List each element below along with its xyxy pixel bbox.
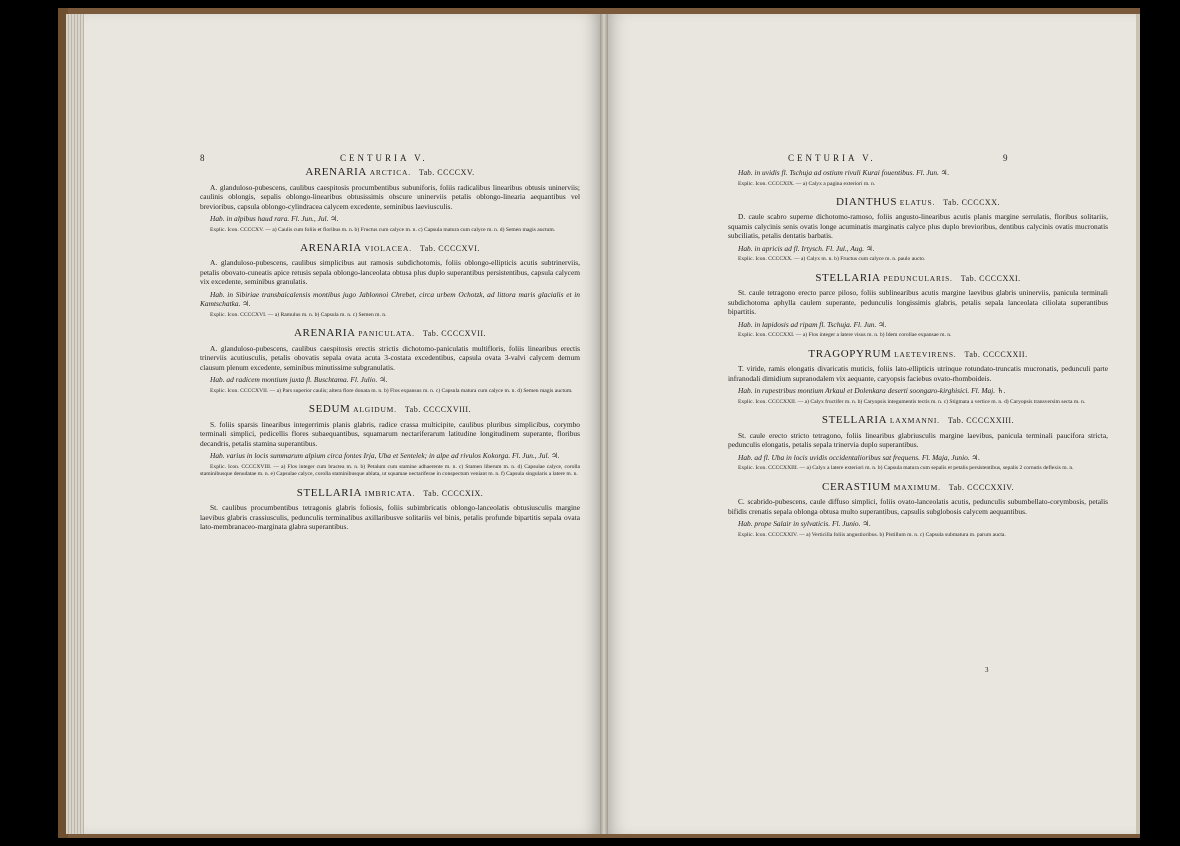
species-entry (200, 241, 580, 319)
plate-explanation: Explic. Icon. CCCCXV. — a) Caulis cum foliis et floribus m. n. b) Fructus cum calyce m. n. c) Capsula matura cum calyce m. n. d) Semen magis auctum. (210, 226, 556, 233)
genus-name: DIANTHUS (836, 195, 898, 208)
species-entry (200, 405, 580, 478)
plate-explanation: Explic. Icon. CCCCXIX. — a) Calyx a pagina exteriori m. n. (738, 180, 876, 187)
right-column (728, 168, 1108, 549)
description: St. caulibus procumbentibus tetragonis glabris foliosis, foliis subimbricatis oblongo-lanceolatis obtusiusculis margine laevibus glabris crassiusculis, pedunculis terminalibus axillaribusve solitariis vel binis, petalis profunde bipartitis sepala ovata lato-membranaceo-marginata glabra superantibus. (200, 503, 580, 532)
habitat: Hab. ad fl. Uba in locis uvidis occidentalioribus sat frequens. Fl. Maja, Junio. ♃. (738, 452, 981, 462)
description: A. glanduloso-pubescens, caulibus caespitosis erectis strictis dichotomo-paniculatis multifloris, foliis linearibus erectis trinerviis acutiusculis, petalis obovatis sepala ovata acuta 3-costata excedentibus, capsula ovata 3-valvi calycem demum clausum plenum excedente, seminibus minutissime subgranulatis. (200, 343, 580, 372)
plate-number: Tab. CCCCXV. (418, 168, 475, 177)
habitat: Hab. prope Salair in sylvaticis. Fl. Junio. ♃. (738, 519, 871, 529)
genus-name: STELLARIA (296, 486, 363, 499)
description: A. glanduloso-pubescens, caulibus caespitosis procumbentibus subuniforis, foliis radicalibus linearibus obtusis uninerviis; caulinis oblongis, sepalis oblongo-linearibus obtusissimis obscure uninerviis petalis oblongo-linearia aequantibus vel brevioribus, capsula oblongo-cylindracea calycem excedente, seminibus laeviusculis. (200, 182, 580, 211)
species-name: ALGIDUM. (353, 405, 397, 415)
description: D. caule scabro superne dichotomo-ramoso, foliis angusto-linearibus acutis planis margine serrulatis, floribus solitariis, squamis calycinis senis ovatis longe acuminatis marginatis calyce plus duplo brevioribus, dentibus calycinis ovatis mucronatis subciliatis, petalis dentatis barbatis. (728, 212, 1108, 241)
description: T. viride, ramis elongatis divaricatis muticis, foliis lato-ellipticis utrinque rotundato-truncatis mucronatis, pedunculi parte infranodali dimidium supranodalem vix aequante, caryopsis faciebus ovato-rhomboideis. (728, 364, 1108, 383)
entry-heading (200, 168, 580, 178)
left-running-head: CENTURIA V. (340, 153, 428, 163)
entry-heading (728, 347, 1108, 360)
species-entry (728, 271, 1108, 340)
plate-number: Tab. CCCCXVI. (419, 243, 480, 253)
habitat: Hab. in rupestribus montium Arkaul et Dolenkara deserti soongaro-kirghisici. Fl. Maj. ♄. (738, 386, 1006, 396)
plate-number: Tab. CCCCXVIII. (404, 405, 472, 415)
plate-explanation: Explic. Icon. CCCCXX. — a) Calyx m. n. b) Fructus cum calyce m. n. paulo aucto. (738, 256, 926, 263)
plate-explanation: Explic. Icon. CCCCXXIII. — a) Calyx a latere exteriori m. n. b) Capsula matura cum sepalis et petalis persistentibus, sepalis 2 cornutis deflexis m. n. (738, 465, 1074, 472)
species-name: VIOLACEA. (364, 243, 412, 253)
habitat: Hab. in lapidosis ad ripam fl. Tschuja. Fl. Jun. ♃. (738, 319, 887, 329)
species-entry (200, 329, 580, 395)
habitat: Hab. varius in locis summarum alpium circa fontes Irja, Uba et Sentelek; in alpe ad rivulos Kokorga. Fl. Jun., Jul. ♃. (210, 451, 560, 461)
species-name: MAXIMUM. (893, 482, 941, 492)
plate-explanation: Explic. Icon. CCCCXXI. — a) Flos integer a latere visus m. n. b) Idem corollae expansae m. n. (738, 332, 952, 339)
signature-mark: 3 (985, 666, 989, 674)
species-name: PEDUNCULARIS. (883, 273, 953, 283)
plate-explanation: Explic. Icon. CCCCXVI. — a) Ramulus m. n. b) Capsula m. n. c) Semen m. n. (210, 311, 387, 318)
genus-name: ARENARIA (300, 241, 362, 254)
entry-heading (728, 416, 1108, 426)
species-entry (728, 347, 1108, 406)
species-entry (728, 168, 1108, 188)
left-page-number: 8 (200, 153, 205, 163)
species-name: PANICULATA. (358, 329, 415, 339)
entry-heading (200, 241, 580, 254)
entry-heading (728, 271, 1108, 284)
habitat: Hab. in uvidis fl. Tschuja ad ostium rivuli Kurai fouentibus. Fl. Jun. ♃. (738, 168, 950, 177)
species-name: ELATUS. (899, 197, 936, 207)
entry-heading (728, 195, 1108, 208)
description: A. glanduloso-pubescens, caulibus simplicibus aut ramosis subdichotomis, foliis oblongo-ellipticis acutis subtrinerviis, petalis obovato-cuneatis apice retusis sepala oblongo-lanceolata obtusa plus duplo superantibus persistentibus, capsula calycem vix excedente, seminibus granulatis. (200, 258, 580, 287)
entry-heading (200, 486, 580, 499)
plate-number: Tab. CCCCXXIII. (947, 416, 1015, 426)
habitat: Hab. in Sibiriae transbaicalensis montibus jugo Jablonnoi Chrebet, circa urbem Ochotzk, ad littora maris glacialis et in Kamtschatka. ♃. (200, 289, 580, 309)
plate-explanation: Explic. Icon. CCCCXVII. — a) Pars superior caulis; altera flore donata m. n. b) Flos expansus m. n. c) Capsula matura cum calyce m. n. d) Semen magis auctum. (210, 387, 573, 394)
description: C. scabrido-pubescens, caule diffuso simplici, foliis ovato-lanceolatis acutis, pedunculis subumbellato-corymbosis, petalis bifidis crenatis sepala oblonga obtusa multo superantibus, capsulis subglobosis calycem aequantibus. (728, 497, 1108, 516)
left-column (200, 168, 580, 542)
description: St. caule erecto stricto tetragono, foliis linearibus glabriusculis margine laevibus, panicula terminali paucifora stricta, pedunculis elongatis, petalis sepala trinervia duplo superantibus. (728, 430, 1108, 450)
species-entry (728, 195, 1108, 264)
habitat: Hab. in apricis ad fl. Irtysch. Fl. Jul., Aug. ♃. (738, 243, 875, 253)
genus-name: ARENARIA (305, 166, 367, 178)
species-entry (200, 486, 580, 532)
description: S. foliis sparsis linearibus integerrimis planis glabris, radice crassa multicipite, caulibus pluribus simplicibus, corymbo terminali simplici, pedicellis flores subaequantibus, squamarum nectariferarum latitudine longitudinem superante, floribus decandris, petalis stamina superantibus. (200, 419, 580, 448)
plate-number: Tab. CCCCXVII. (422, 329, 486, 339)
species-name: ARCTICA. (369, 168, 411, 177)
plate-number: Tab. CCCCXXIV. (948, 482, 1014, 492)
right-running-head: CENTURIA V. (788, 153, 876, 163)
book-gutter (600, 14, 608, 834)
genus-name: STELLARIA (815, 271, 881, 284)
habitat: Hab. in alpibus haud rara. Fl. Jun., Jul. ♃. (210, 214, 339, 223)
plate-number: Tab. CCCCXX. (943, 197, 1000, 207)
entry-heading (728, 480, 1108, 493)
left-page-stack (66, 14, 86, 834)
genus-name: SEDUM (308, 403, 351, 416)
right-page-number: 9 (1003, 153, 1008, 163)
plate-explanation: Explic. Icon. CCCCXXIV. — a) Verticilla foliis angustioribus. b) Pistillum m. n. c) Capsula submatura m. parum aucta. (738, 531, 1006, 538)
species-name: LAETEVIRENS. (894, 349, 957, 359)
genus-name: ARENARIA (294, 327, 356, 340)
entry-heading (200, 405, 580, 415)
description: St. caule tetragono erecto parce piloso, foliis sublinearibus acutis margine laevibus glabris uninerviis, panicula terminali subdichotoma aphylla caulem superante, pedunculis longissimis glabris, petalis sepala lanceolata ciliolata superantibus bipartitis. (728, 288, 1108, 317)
entry-heading (200, 329, 580, 339)
species-name: LAXMANNI. (889, 416, 940, 426)
species-name: IMBRICATA. (364, 488, 416, 498)
genus-name: TRAGOPYRUM (808, 347, 892, 360)
plate-explanation: Explic. Icon. CCCCXVIII. — a) Flos integer cum bractea m. n. b) Petalum cum stamine adhaerente m. n. c) Stamen liberum m. n. d) Capsulae calyce, corolla staminibusque denudatae m. n. e) Capsulae calyce, corolla staminibusque ablata, ut squamae nectariferae in conspectum veniant m. n. f) Capsula singularis a latere m. n. (200, 463, 580, 478)
genus-name: CERASTIUM (822, 480, 891, 493)
species-entry (728, 416, 1108, 472)
genus-name: STELLARIA (821, 414, 888, 427)
plate-number: Tab. CCCCXXII. (964, 349, 1028, 359)
plate-explanation: Explic. Icon. CCCCXXII. — a) Calyx fructifer m. n. b) Caryopsis integumentis tectis m. n. c) Stigmata a vertice m. n. d) Caryopsis transversim secta m. n. (738, 398, 1086, 405)
plate-number: Tab. CCCCXXI. (960, 273, 1021, 283)
habitat: Hab. ad radicem montium juxta fl. Buschtama. Fl. Julio. ♃. (210, 375, 388, 385)
species-entry (728, 480, 1108, 539)
species-entry (200, 168, 580, 234)
plate-number: Tab. CCCCXIX. (423, 488, 484, 498)
